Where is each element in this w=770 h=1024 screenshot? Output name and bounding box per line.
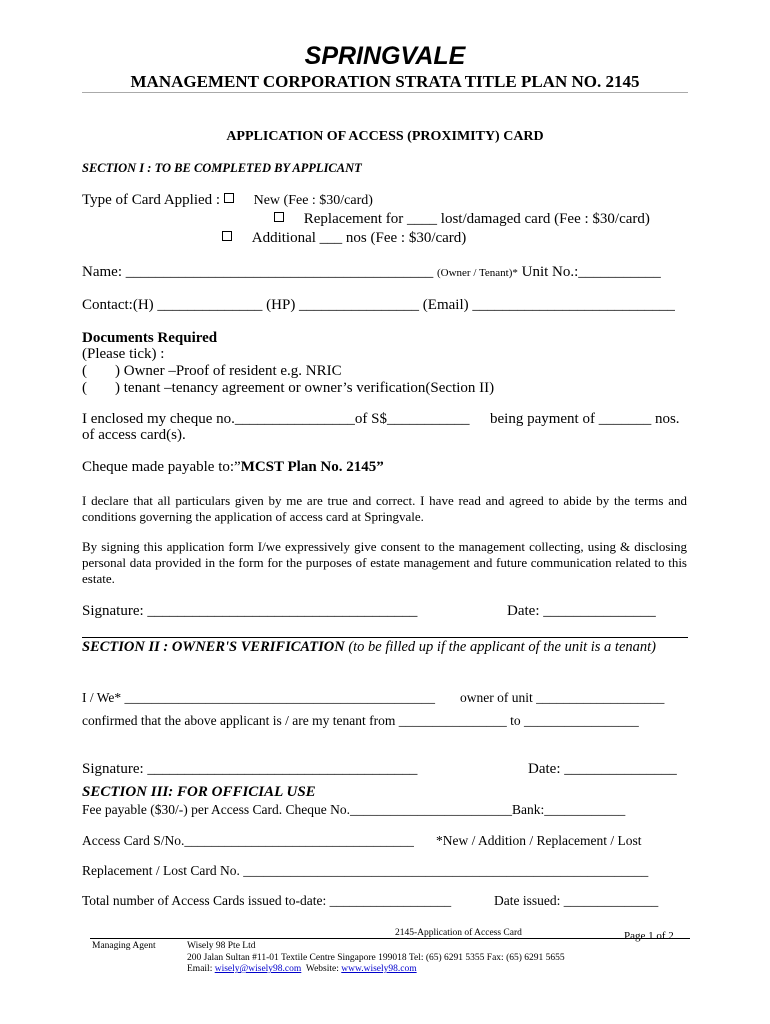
documents-heading: Documents Required bbox=[82, 330, 218, 346]
owner-name-field[interactable]: I / We* ______________________________________________ bbox=[82, 690, 436, 705]
agent-contacts bbox=[187, 964, 417, 974]
total-cards-field[interactable]: Total number of Access Cards issued to-date: __________________ bbox=[82, 893, 452, 908]
applicant-date-field[interactable]: Date: _______________ bbox=[507, 603, 656, 619]
owner-signature-field[interactable]: Signature: ____________________________________ bbox=[82, 761, 418, 777]
additional-row bbox=[218, 230, 466, 247]
footer-doc-name: 2145-Application of Access Card bbox=[395, 928, 522, 938]
section-2-title: SECTION II : OWNER'S VERIFICATION bbox=[82, 639, 345, 655]
card-serial-types: *New / Addition / Replacement / Lost bbox=[436, 833, 642, 848]
checkbox-replacement[interactable] bbox=[274, 212, 284, 222]
email-link[interactable]: wisely@wisely98.com bbox=[214, 964, 302, 974]
card-serial-field[interactable]: Access Card S/No.__________________________________ bbox=[82, 833, 414, 848]
card-type-row bbox=[82, 192, 373, 209]
option-replacement-label: Replacement for ____ lost/damaged card (Fee : $30/card) bbox=[303, 211, 650, 227]
cheque-payable bbox=[82, 459, 384, 476]
owner-unit-field[interactable]: owner of unit ___________________ bbox=[460, 690, 665, 705]
page-number: Page 1 of 2 bbox=[624, 930, 674, 942]
owner-date-field[interactable]: Date: _______________ bbox=[528, 761, 677, 777]
section-2-heading bbox=[82, 639, 687, 656]
checkbox-new[interactable] bbox=[224, 193, 234, 203]
payable-value: MCST Plan No. 2145” bbox=[240, 459, 384, 475]
cards-count-field[interactable]: being payment of _______ nos. bbox=[490, 411, 680, 427]
option-new-label: New (Fee : $30/card) bbox=[253, 193, 373, 208]
checkbox-additional[interactable] bbox=[222, 231, 232, 241]
declaration-text: I declare that all particulars given by me are true and correct. I have read and agreed to abide by the terms and conditions governing the application of access card at Springvale. bbox=[82, 493, 687, 524]
website-label: Website: bbox=[301, 964, 342, 974]
owner-tenant-label: (Owner / Tenant)* bbox=[436, 267, 518, 279]
managing-agent-name: Wisely 98 Pte Ltd bbox=[187, 941, 256, 951]
section-2-divider bbox=[82, 637, 688, 638]
doc-owner-label: ) Owner –Proof of resident e.g. NRIC bbox=[115, 363, 342, 379]
cheque-field[interactable]: I enclosed my cheque no.________________of S$___________ bbox=[82, 411, 470, 427]
replacement-row bbox=[270, 211, 650, 228]
replacement-card-field[interactable]: Replacement / Lost Card No. ____________________________________________________________ bbox=[82, 863, 649, 878]
email-label: Email: bbox=[187, 964, 215, 974]
tenancy-period-field[interactable]: confirmed that the above applicant is / are my tenant from ________________ to _________________ bbox=[82, 713, 639, 728]
website-link[interactable]: www.wisely98.com bbox=[341, 964, 417, 974]
card-type-label: Type of Card Applied : bbox=[82, 192, 221, 208]
consent-text: By signing this application form I/we expressively give consent to the management collecting, using & disclosing personal data provided in the form for the purposes of estate management and future communication related to this estate. bbox=[82, 539, 687, 586]
doc-tenant-row[interactable] bbox=[82, 380, 494, 397]
doc-tenant-label: ) tenant –tenancy agreement or owner’s verification(Section II) bbox=[115, 380, 495, 396]
header-divider bbox=[82, 92, 688, 93]
option-additional-label: Additional ___ nos (Fee : $30/card) bbox=[251, 230, 467, 246]
corporation-subtitle: MANAGEMENT CORPORATION STRATA TITLE PLAN NO. 2145 bbox=[130, 72, 640, 91]
managing-agent-label: Managing Agent bbox=[92, 941, 156, 951]
payable-label: Cheque made payable to:” bbox=[82, 459, 241, 475]
cheque-line-2: of access card(s). bbox=[82, 427, 186, 443]
doc-tenant-tick[interactable]: ( bbox=[82, 380, 87, 396]
section-2-note: (to be filled up if the applicant of the unit is a tenant) bbox=[344, 639, 657, 655]
name-field[interactable] bbox=[82, 264, 661, 281]
form-title: APPLICATION OF ACCESS (PROXIMITY) CARD bbox=[226, 129, 544, 144]
fee-cheque-bank-field[interactable]: Fee payable ($30/-) per Access Card. Cheque No.________________________Bank:____________ bbox=[82, 802, 626, 817]
section-3-heading: SECTION III: FOR OFFICIAL USE bbox=[82, 784, 316, 800]
estate-title: SPRINGVALE bbox=[304, 42, 466, 70]
doc-owner-row[interactable] bbox=[82, 363, 342, 380]
applicant-signature-field[interactable]: Signature: ____________________________________ bbox=[82, 603, 418, 619]
contact-field[interactable]: Contact:(H) ______________ (HP) ________________ (Email) ___________________________ bbox=[82, 297, 675, 313]
date-issued-field[interactable]: Date issued: ______________ bbox=[494, 893, 659, 908]
unit-no-field[interactable]: Unit No.:___________ bbox=[521, 264, 661, 280]
agent-address: 200 Jalan Sultan #11-01 Textile Centre Singapore 199018 Tel: (65) 6291 5355 Fax: (65) 6291 5655 bbox=[187, 953, 565, 963]
documents-instruction: (Please tick) : bbox=[82, 346, 165, 362]
footer-divider bbox=[90, 938, 690, 939]
section-1-heading: SECTION I : TO BE COMPLETED BY APPLICANT bbox=[82, 161, 362, 175]
doc-owner-tick[interactable]: ( bbox=[82, 363, 87, 379]
name-label: Name: _________________________________________ bbox=[82, 264, 434, 280]
